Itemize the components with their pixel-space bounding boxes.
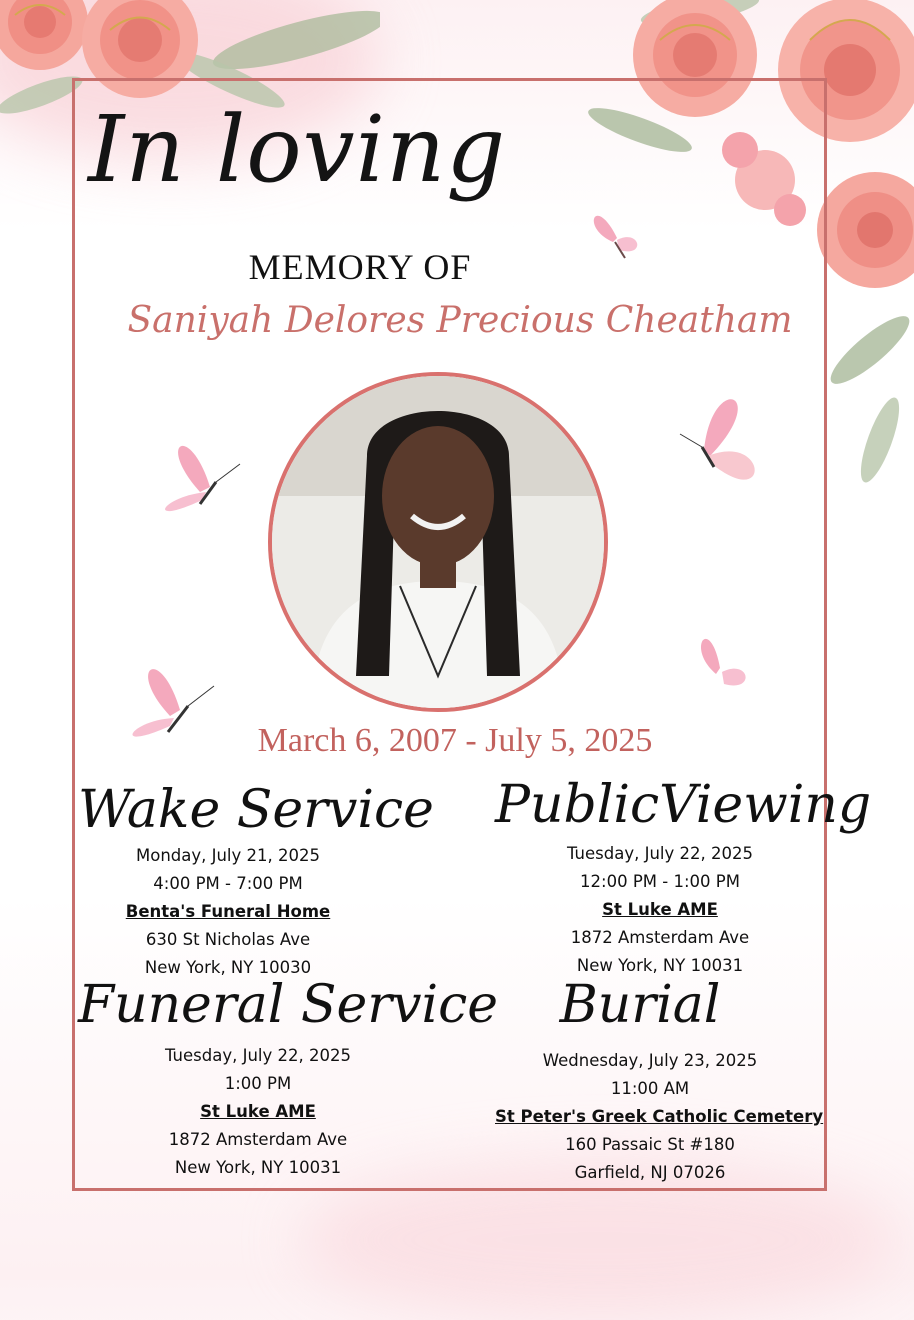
burial-date: Wednesday, July 23, 2025 bbox=[542, 1051, 758, 1070]
funeral-location: St Luke AME bbox=[200, 1102, 316, 1121]
butterfly-icon bbox=[140, 422, 250, 532]
butterfly-icon bbox=[690, 618, 754, 692]
burial-details bbox=[495, 1047, 824, 1187]
wake-service-details bbox=[88, 842, 368, 982]
wake-date: Monday, July 21, 2025 bbox=[135, 846, 321, 865]
memory-of-subtitle: MEMORY OF bbox=[248, 247, 472, 287]
public-viewing-heading: PublicViewing bbox=[495, 775, 872, 835]
viewing-date: Tuesday, July 22, 2025 bbox=[566, 844, 753, 863]
wake-address-line2: New York, NY 10030 bbox=[144, 958, 312, 977]
wake-location: Benta's Funeral Home bbox=[125, 902, 331, 921]
deceased-name: Saniyah Delores Precious Cheatham bbox=[127, 300, 793, 341]
public-viewing-details bbox=[520, 840, 800, 980]
wake-address-line1: 630 St Nicholas Ave bbox=[145, 930, 311, 949]
burial-address-line1: 160 Passaic St #180 bbox=[565, 1135, 735, 1154]
memorial-portrait bbox=[268, 372, 608, 712]
burial-heading: Burial bbox=[559, 975, 721, 1035]
wake-service-heading: Wake Service bbox=[78, 780, 434, 840]
burial-address-line2: Garfield, NJ 07026 bbox=[574, 1163, 726, 1182]
butterfly-icon bbox=[672, 372, 772, 512]
viewing-address-line1: 1872 Amsterdam Ave bbox=[570, 928, 750, 947]
in-loving-title: In loving bbox=[88, 96, 507, 203]
viewing-address-line2: New York, NY 10031 bbox=[576, 956, 744, 975]
funeral-address-line1: 1872 Amsterdam Ave bbox=[168, 1130, 348, 1149]
funeral-address-line2: New York, NY 10031 bbox=[174, 1158, 342, 1177]
funeral-service-heading: Funeral Service bbox=[78, 975, 499, 1035]
burial-location: St Peter's Greek Catholic Cemetery bbox=[495, 1107, 824, 1126]
funeral-service-details bbox=[118, 1042, 398, 1182]
butterfly-icon bbox=[585, 198, 649, 270]
viewing-location: St Luke AME bbox=[602, 900, 718, 919]
life-dates: March 6, 2007 - July 5, 2025 bbox=[257, 722, 653, 759]
viewing-time: 12:00 PM - 1:00 PM bbox=[580, 872, 740, 891]
funeral-time: 1:00 PM bbox=[224, 1074, 292, 1093]
wake-time: 4:00 PM - 7:00 PM bbox=[153, 874, 303, 893]
burial-time: 11:00 AM bbox=[610, 1079, 690, 1098]
funeral-date: Tuesday, July 22, 2025 bbox=[164, 1046, 351, 1065]
